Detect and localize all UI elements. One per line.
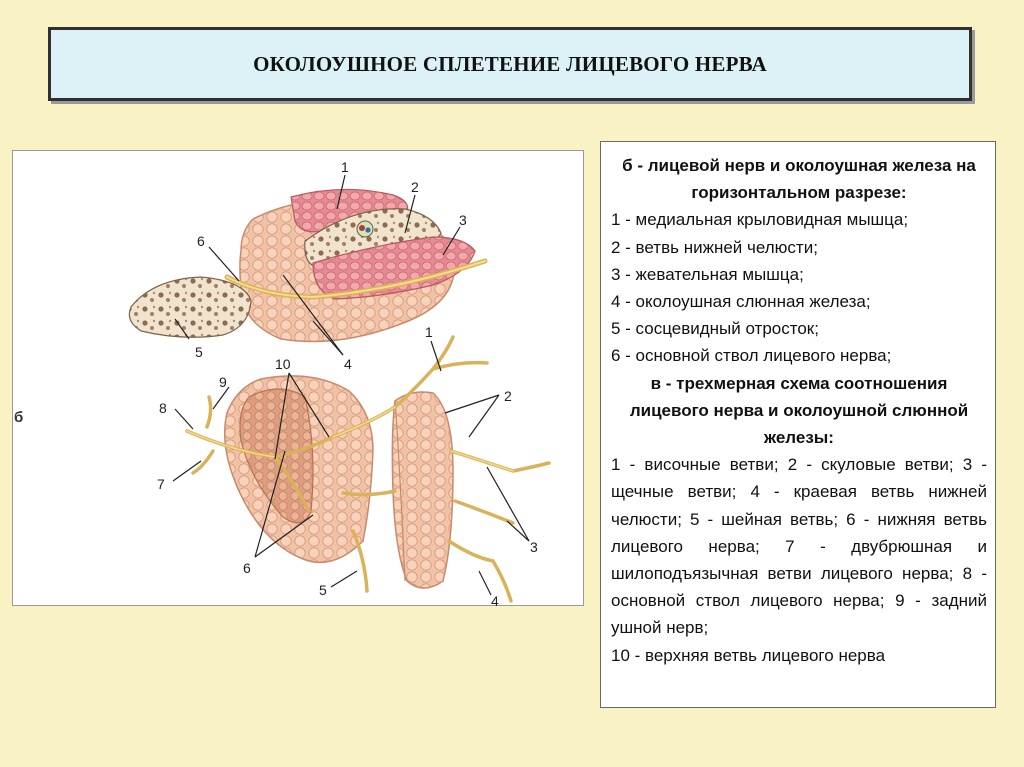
bottom-label-4: 4 bbox=[491, 593, 499, 607]
legend-section-v-text: 1 - височные ветви; 2 - скуловые ветви; 3 - щечные ветви; 4 - краевая ветвь нижней челюсти; 5 - шейная ветвь; 6 - нижняя ветвь лицевого нерва; 7 - двубрюшная и шилоподъязычная ветви лицевого нерва; 8 - основной ствол лицевого нерва; 9 - задний ушной нерв; bbox=[611, 455, 987, 638]
legend-b-item-3: 3 - жевательная мышца; bbox=[611, 264, 804, 284]
bottom-label-5: 5 bbox=[319, 582, 327, 598]
top-label-5: 5 bbox=[195, 344, 203, 360]
bottom-label-10: 10 bbox=[275, 356, 291, 372]
anatomy-illustration bbox=[13, 151, 585, 607]
legend-section-v-last: 10 - верхняя ветвь лицевого нерва bbox=[611, 645, 886, 665]
legend-b-item-4: 4 - околоушная слюнная железа; bbox=[611, 292, 871, 312]
legend-section-b-title: б - лицевой нерв и околоушная железа на горизонтальном разрезе: bbox=[622, 156, 976, 203]
bottom-3d-drawing bbox=[187, 337, 549, 601]
legend-box bbox=[600, 141, 996, 708]
mastoid-process bbox=[129, 277, 251, 337]
legend-section-v-title: в - трехмерная схема соотношения лицевого нерва и околоушной слюнной железы: bbox=[629, 373, 969, 448]
top-label-1: 1 bbox=[341, 159, 349, 175]
bottom-label-6: 6 bbox=[243, 560, 251, 576]
legend-b-item-2: 2 - ветвь нижней челюсти; bbox=[611, 237, 818, 257]
bottom-label-8: 8 bbox=[159, 400, 167, 416]
top-label-2: 2 bbox=[411, 179, 419, 195]
bottom-label-1: 1 bbox=[425, 324, 433, 340]
bottom-label-7: 7 bbox=[157, 476, 165, 492]
bottom-label-3: 3 bbox=[530, 539, 538, 555]
anatomy-figure bbox=[12, 150, 584, 606]
top-section-drawing bbox=[129, 189, 485, 341]
bottom-label-9: 9 bbox=[219, 374, 227, 390]
top-label-6: 6 bbox=[197, 233, 205, 249]
legend-b-item-1: 1 - медиальная крыловидная мышца; bbox=[611, 210, 909, 230]
legend-b-item-5: 5 - сосцевидный отросток; bbox=[611, 319, 819, 339]
bottom-label-2: 2 bbox=[504, 388, 512, 404]
top-label-4: 4 bbox=[344, 356, 352, 372]
legend-b-item-6: 6 - основной ствол лицевого нерва; bbox=[611, 346, 892, 366]
panel-letter: б bbox=[14, 409, 24, 426]
top-label-3: 3 bbox=[459, 212, 467, 228]
slide-title: ОКОЛОУШНОЕ СПЛЕТЕНИЕ ЛИЦЕВОГО НЕРВА bbox=[253, 51, 767, 76]
title-box bbox=[48, 27, 972, 101]
parotid-gland-superficial-lobe bbox=[392, 392, 453, 588]
